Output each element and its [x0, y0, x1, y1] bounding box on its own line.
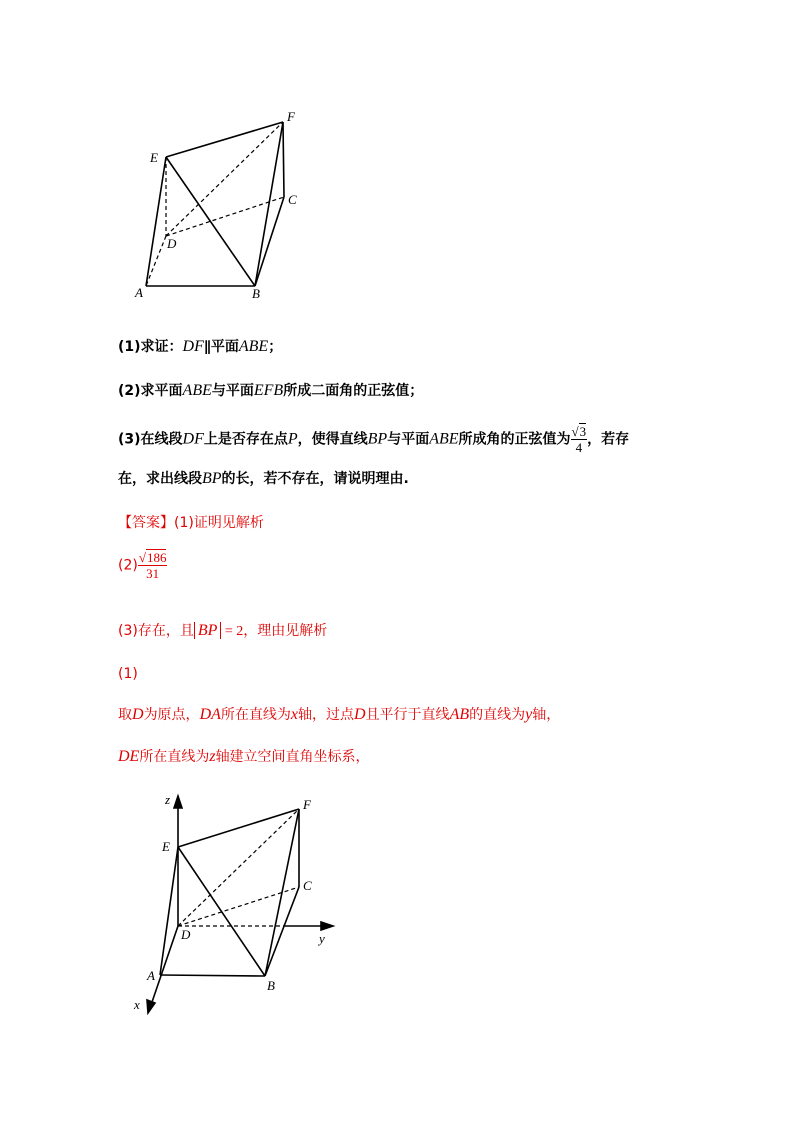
label-A: A: [135, 285, 143, 300]
axis-label-z: z: [165, 792, 171, 807]
solution-line-2: DE所在直线为z轴建立空间直角坐标系，: [118, 748, 370, 765]
figure-2-coordinate-system: [125, 790, 355, 1020]
label-A: A: [147, 968, 155, 983]
question-3-line-2: 在，求出线段BP的长，若不存在，请说明理由.: [118, 470, 409, 487]
answer-3: (3)存在，且 BP = 2，理由见解析: [118, 622, 328, 639]
label-C: C: [303, 878, 312, 893]
axis-label-x: x: [134, 997, 140, 1012]
question-1: (1)求证：DF∥平面ABE；: [118, 338, 283, 355]
solution-line-1: 取D为原点，DA所在直线为x轴，过点D且平行于直线AB的直线为y轴，: [118, 706, 561, 723]
fraction-sqrt3-over-4: $\frac{√3}{4}$: [571, 424, 587, 455]
abs-vector-bp: BP: [194, 622, 222, 639]
question-2: (2)求平面ABE与平面EFB所成二面角的正弦值；: [118, 382, 424, 399]
figure-1-polyhedron: [130, 105, 310, 305]
label-E: E: [150, 150, 158, 165]
label-F: F: [303, 797, 311, 812]
axis-label-y: y: [319, 931, 325, 946]
answer-1: 【答案】(1)证明见解析: [118, 515, 264, 531]
solution-label: (1): [118, 666, 138, 682]
label-B: B: [252, 286, 260, 301]
label-C: C: [288, 192, 297, 207]
label-D: D: [181, 927, 191, 942]
label-F: F: [287, 109, 295, 124]
label-B: B: [267, 978, 275, 993]
label-D: D: [167, 236, 177, 251]
question-3: (3)在线段DF上是否存在点P，使得直线BP与平面ABE所成角的正弦值为 $\frac{√3}{4}$ ，若存: [118, 424, 630, 455]
label-E: E: [162, 839, 170, 854]
fraction-sqrt186-over-31: $\frac{√186}{31}$: [138, 550, 167, 581]
answer-2: (2) $\frac{√186}{31}$: [118, 550, 167, 581]
